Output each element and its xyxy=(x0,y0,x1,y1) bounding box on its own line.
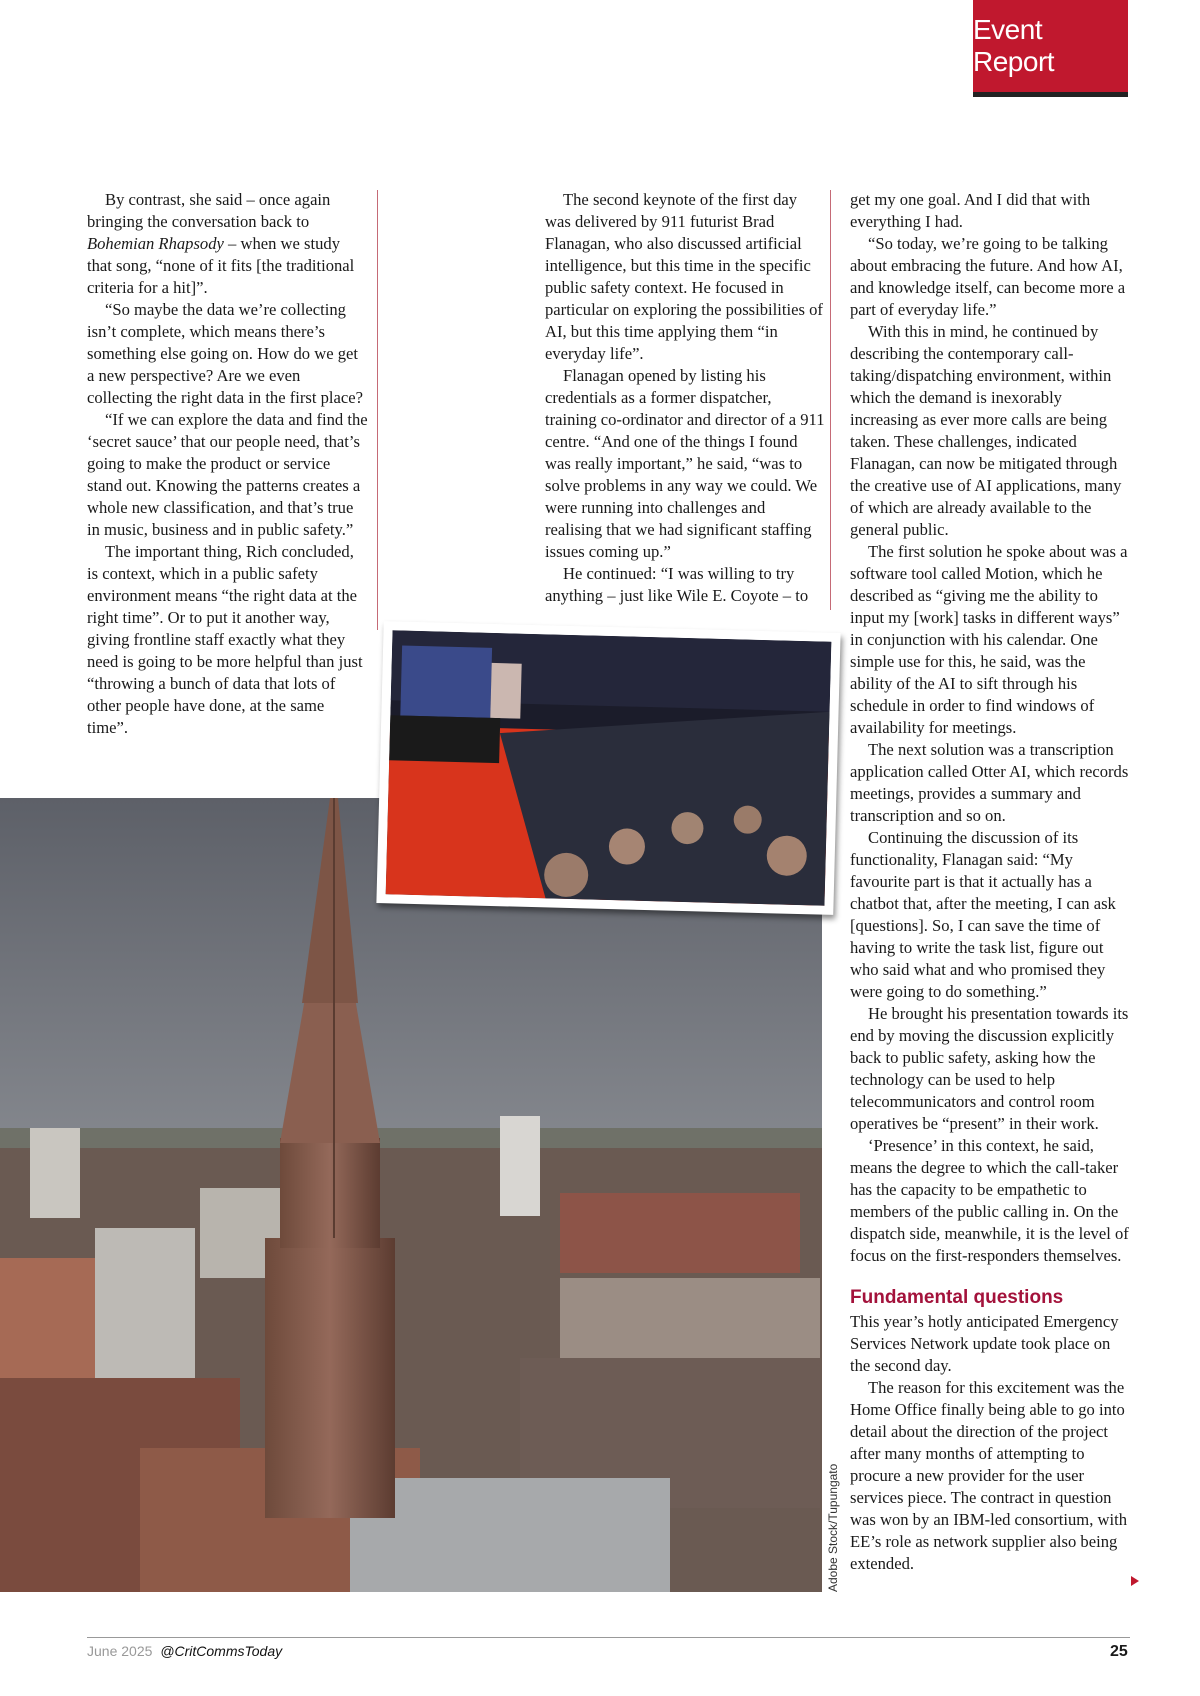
column-divider xyxy=(830,190,831,610)
paragraph: Continuing the discussion of its functionality, Flanagan said: “My favourite part is that it actually has a chatbot that, after the meeting, I can ask [questions]. So, I can save the time of having to write the task list, figure out who said what and who promised they were going to do something.” xyxy=(850,828,1116,1001)
paragraph: “So maybe the data we’re collecting isn’t complete, which means there’s something else going on. How do we get a new perspective? Are we even collecting the right data in the first place? xyxy=(87,300,363,407)
paragraph: ‘Presence’ in this context, he said, means the degree to which the call-taker has the capacity to be empathetic to members of the public calling in. On the dispatch side, meanwhile, it is the level of focus on the first-responders themselves. xyxy=(850,1136,1129,1265)
article-column-1 xyxy=(87,189,369,739)
page-number: 25 xyxy=(1110,1643,1128,1660)
text-run: – when we study that song, “none of it fits [the traditional criteria for a hit]”. xyxy=(87,234,355,297)
section-tab xyxy=(973,0,1128,97)
footer xyxy=(87,1643,282,1659)
paragraph: The next solution was a transcription application called Otter AI, which records meetings, provides a summary and transcription and so on. xyxy=(850,740,1129,825)
article-column-2 xyxy=(545,189,825,607)
paragraph: “If we can explore the data and find the ‘secret sauce’ that our people need, that’s going to make the product or service stand out. Knowing the patterns creates a whole new classification, and that’s true in music, business and in public safety.” xyxy=(87,410,368,539)
paragraph: “So today, we’re going to be talking about embracing the future. And how AI, and knowledge itself, can become more a part of everyday life.” xyxy=(850,234,1126,319)
text-run: By contrast, she said – once again bringing the conversation back to xyxy=(87,190,331,231)
conference-audience-photo xyxy=(376,621,840,915)
paragraph: He continued: “I was willing to try anything – just like Wile E. Coyote – to xyxy=(545,564,809,605)
photo-credit: Adobe Stock/Tupungato xyxy=(826,1463,840,1592)
paragraph: The important thing, Rich concluded, is context, which in a public safety environment means “the right data at the right time”. Or to put it another way, giving frontline staff exactly what they need is going to be more helpful than just “throwing a bunch of data that lots of other people have done, at the same time”. xyxy=(87,542,363,737)
column-divider xyxy=(377,190,378,630)
paragraph: He brought his presentation towards its end by moving the discussion explicitly back to public safety, asking how the technology can be used to help telecommunicators and control room operatives be “present” in their work. xyxy=(850,1004,1129,1133)
paragraph: The first solution he spoke about was a software tool called Motion, which he described as “giving me the ability to input my [work] tasks in different ways” in conjunction with his calendar. One simple use for this, he said, was the ability of the AI to sift through his schedule in order to find windows of availability for meetings. xyxy=(850,542,1128,737)
continue-arrow-icon xyxy=(1131,1576,1139,1586)
twitter-handle: @CritCommsToday xyxy=(160,1643,283,1659)
audience-image xyxy=(386,630,832,905)
paragraph: The second keynote of the first day was delivered by 911 futurist Brad Flanagan, who also discussed artificial intelligence, but this time in the specific public safety context. He focused in particular on exploring the possibilities of AI, but this time applying them “in everyday life”. xyxy=(545,190,823,363)
paragraph: This year’s hotly anticipated Emergency Services Network update took place on the second day. xyxy=(850,1312,1119,1375)
footer-rule xyxy=(87,1637,1130,1638)
paragraph: The reason for this excitement was the Home Office finally being able to go into detail about the direction of the project after many months of attempting to procure a new provider for the user services piece. The contract in question was won by an IBM-led consortium, with EE’s role as network supplier also being extended. xyxy=(850,1378,1127,1573)
paragraph: With this in mind, he continued by describing the contemporary call-taking/dispatching environment, within which the demand is inexorably increasing as ever more calls are being taken. These challenges, indicated Flanagan, can now be mitigated through the creative use of AI applications, many of which are already available to the general public. xyxy=(850,322,1122,539)
paragraph: get my one goal. And I did that with everything I had. xyxy=(850,190,1091,231)
article-column-3 xyxy=(850,189,1132,1575)
paragraph xyxy=(87,189,369,299)
paragraph: Flanagan opened by listing his credentials as a former dispatcher, training co-ordinator and director of a 911 centre. “And one of the things I found was really important,” he said, “was to solve problems in any way we could. We were running into challenges and realising that we had significant staffing issues coming up.” xyxy=(545,366,825,561)
cathedral-spire-photo xyxy=(0,798,822,1592)
section-tab-label: Event Report xyxy=(973,14,1055,77)
section-heading: Fundamental questions xyxy=(850,1287,1064,1308)
issue-date: June 2025 xyxy=(87,1643,153,1659)
song-title: Bohemian Rhapsody xyxy=(87,234,224,253)
